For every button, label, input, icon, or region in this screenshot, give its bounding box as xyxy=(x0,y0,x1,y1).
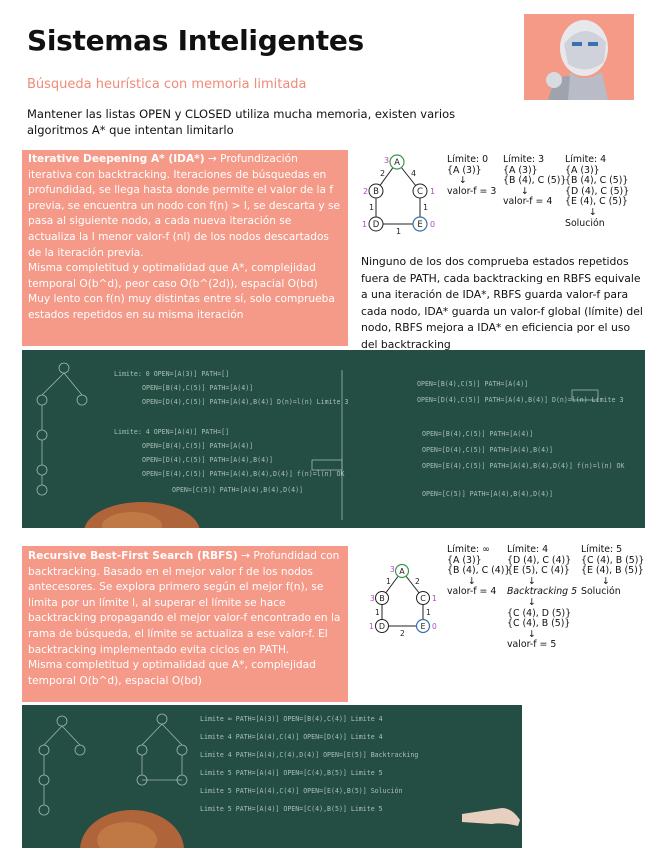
rbfs-graph-diagram xyxy=(368,560,444,640)
node-label: A xyxy=(399,567,405,576)
rbfs-line-2: Misma completitud y optimalidad que A*, complejidad temporal O(b^d), espacial O(bd) xyxy=(28,659,316,687)
node-label: C xyxy=(420,594,426,603)
person-head xyxy=(77,800,187,848)
comparison-note: Ninguno de los dos comprueba estados repetidos fuera de PATH, cada backtracking en RBFS equivale a una iteración de IDA*, RBFS guarda valor-f para cada nodo, IDA* guarda un valor-f global (límite) del nodo, RBFS mejora a IDA* en eficiencia por el uso del backtracking xyxy=(361,255,643,351)
robot-illustration xyxy=(524,14,634,100)
node-heuristic: 3 xyxy=(370,594,375,603)
node-heuristic: 2 xyxy=(363,187,369,196)
chalk-line: OPEN=[B(4),C(5)] PATH=[A(4)] xyxy=(142,442,254,450)
ida-line-2: Misma completitud y optimalidad que A*, complejidad temporal O(b^d), peor caso O(b^(2d)), espacial O(bd) xyxy=(28,262,318,290)
chalk-line: OPEN=[D(4),C(5)] PATH=[A(4),B(4)] xyxy=(142,456,274,464)
ida-limit-4: Límite: 4 {A (3)} {B (4), C (5)} {D (4), C (5)} {E (4), C (5)} ↓ Solución xyxy=(565,154,630,229)
ida-limit-0: Límite: 0 {A (3)} ↓ valor-f = 3 xyxy=(447,154,497,197)
rbfs-heading: Recursive Best-First Search (RBFS) xyxy=(28,550,238,562)
node-label: E xyxy=(420,622,426,631)
chalk-line: Limite 4 PATH=[A(4),C(4)] OPEN=[D(4)] Limite 4 xyxy=(200,733,383,741)
edge-cost: 2 xyxy=(415,577,420,586)
node-heuristic: 1 xyxy=(369,622,374,631)
edge-cost: 1 xyxy=(423,203,429,212)
node-label: D xyxy=(378,622,386,631)
intro-text: Mantener las listas OPEN y CLOSED utiliza mucha memoria, existen varios algoritmos A* que intentan limitarlo xyxy=(27,107,456,137)
node-label: B xyxy=(373,187,379,197)
node-label: C xyxy=(417,187,423,197)
node-heuristic: 3 xyxy=(390,565,395,574)
rbfs-limit-5: Límite: 5 {C (4), B (5)} {E (4), B (5)} ↓ Solución xyxy=(581,544,645,598)
chalkboard-photo-ida xyxy=(22,350,645,528)
page-subtitle: Búsqueda heurística con memoria limitada xyxy=(27,77,307,92)
chalk-line: OPEN=[D(4),C(5)] PATH=[A(4),B(4)] D(n)=l(n) Limite 3 xyxy=(417,396,624,404)
chalk-line: Limite 4 PATH=[A(4),C(4),D(4)] OPEN=[E(5)] Backtracking xyxy=(200,751,419,759)
chalk-line: OPEN=[E(4),C(5)] PATH=[A(4),B(4),D(4)] f(n)=l(n) OK xyxy=(422,462,625,470)
edge-cost: 1 xyxy=(375,608,380,617)
chalkboard-photo-rbfs xyxy=(22,705,522,848)
ida-line-3: Muy lento con f(n) muy distintas entre sí, solo comprueba estados repetidos en su misma iteración xyxy=(28,293,335,321)
chalk-line: Limite ∞ PATH=[A(3)] OPEN=[B(4),C(4)] Limite 4 xyxy=(200,715,383,723)
rbfs-line-1: → Profundidad con backtracking. Basado en el mejor valor f de los nodos antecesores. Se explora primero según el mejor f(n), se limita por un límite l, al superar el límite se hace backtracking propagando el mejor valor-f encontrado en la rama de búsqueda, el límite se actualiza a ese valor-f. El backtracking implementado evita ciclos en PATH. xyxy=(28,550,341,656)
chalk-line: OPEN=[D(4),C(5)] PATH=[A(4),B(4)] D(n)=l(n) Limite 3 xyxy=(142,398,349,406)
edge-cost: 1 xyxy=(396,227,402,236)
node-heuristic: 1 xyxy=(430,187,436,196)
edge-cost: 1 xyxy=(386,577,391,586)
node-label: D xyxy=(372,220,380,230)
ida-line-1: → Profundización iterativa con backtracking. Iteraciones de búsquedas en profundidad, se llega hasta donde permite el valor de la f previa, se encuentra un nodo con f(n) > l, se descarta y se pasa al siguiente nodo, a cada nueva iteración se actualiza la l menor valor-f (nl) de los nodos descartados de la iteración previa. xyxy=(28,153,341,259)
chalk-line: OPEN=[B(4),C(5)] PATH=[A(4)] xyxy=(422,430,534,438)
node-heuristic: 0 xyxy=(430,220,436,229)
chalk-line: Limite: 4 OPEN=[A(4)] PATH=[] xyxy=(114,428,230,436)
node-label: A xyxy=(394,158,400,168)
node-heuristic: 1 xyxy=(362,220,368,229)
chalk-line: OPEN=[B(4),C(5)] PATH=[A(4)] xyxy=(417,380,529,388)
chalk-line: Limite: 0 OPEN=[A(3)] PATH=[] xyxy=(114,370,230,378)
person-head xyxy=(82,500,202,528)
edge-cost: 1 xyxy=(426,608,431,617)
chalk-line: OPEN=[E(4),C(5)] PATH=[A(4),B(4),D(4)] f(n)=l(n) OK xyxy=(142,470,345,478)
node-label: B xyxy=(379,594,385,603)
edge-cost: 4 xyxy=(411,169,417,178)
edge-cost: 2 xyxy=(380,169,386,178)
page-title: Sistemas Inteligentes xyxy=(27,24,364,57)
robot-icon xyxy=(524,14,634,100)
node-heuristic: 1 xyxy=(432,594,437,603)
pointing-hand xyxy=(462,800,522,830)
chalk-line: Limite 5 PATH=[A(4)] OPEN=[C(4),B(5)] Limite 5 xyxy=(200,805,383,813)
rbfs-limit-inf: Límite: ∞ {A (3)} {B (4), C (4)} ↓ valor-f = 4 xyxy=(447,544,511,598)
rbfs-description-box xyxy=(22,546,348,702)
ida-heading: Iterative Deepening A* (IDA*) xyxy=(28,153,205,165)
chalk-line: OPEN=[B(4),C(5)] PATH=[A(4)] xyxy=(142,384,254,392)
node-label: E xyxy=(417,220,423,230)
chalk-line: OPEN=[C(5)] PATH=[A(4),B(4),D(4)] xyxy=(172,486,304,494)
edge-cost: 1 xyxy=(369,203,375,212)
node-heuristic: 0 xyxy=(432,622,437,631)
chalk-line: Limite 5 PATH=[A(4)] OPEN=[C(4),B(5)] Limite 5 xyxy=(200,769,383,777)
rbfs-limit-4: Límite: 4 {D (4), C (4)} {E (5), C (4)} ↓ Backtracking 5 ↓ {C (4), D (5)} {C (4), B (5)} ↓ valor-f = 5 xyxy=(507,544,578,651)
ida-limit-3: Límite: 3 {A (3)} {B (4), C (5)} ↓ valor-f = 4 xyxy=(503,154,567,208)
edge-cost: 2 xyxy=(400,629,405,638)
ida-graph-diagram xyxy=(360,150,442,238)
node-heuristic: 3 xyxy=(384,156,390,165)
chalk-line: OPEN=[C(5)] PATH=[A(4),B(4),D(4)] xyxy=(422,490,554,498)
chalk-line: Limite 5 PATH=[A(4),C(4)] OPEN=[E(4),B(5)] Solución xyxy=(200,787,403,795)
chalk-line: OPEN=[D(4),C(5)] PATH=[A(4),B(4)] xyxy=(422,446,554,454)
ida-description-box xyxy=(22,150,348,346)
